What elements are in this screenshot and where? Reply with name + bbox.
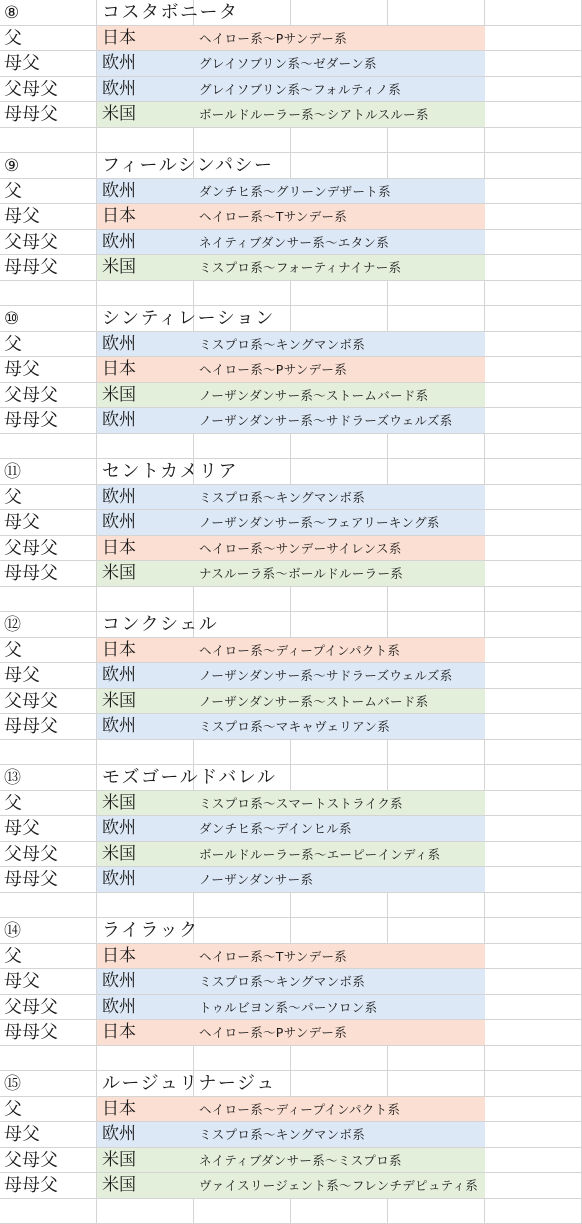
- grid-cell[interactable]: [485, 102, 582, 128]
- grid-cell[interactable]: [485, 128, 582, 154]
- pedigree-role: 父母父: [4, 997, 58, 1018]
- pedigree-role: 母母父: [4, 257, 58, 278]
- pedigree-row: [0, 255, 582, 281]
- entry-number: ⑬: [4, 768, 21, 788]
- sire-line: ノーザンダンサー系〜フェアリーキング系: [199, 515, 440, 531]
- grid-cell[interactable]: [291, 281, 388, 307]
- section-header-row: [0, 153, 582, 179]
- blank-row: [0, 281, 582, 307]
- grid-cell[interactable]: [485, 1046, 582, 1072]
- region-label: 日本: [102, 538, 136, 559]
- grid-cell[interactable]: [485, 1199, 582, 1224]
- grid-cell[interactable]: [0, 740, 97, 766]
- grid-cell[interactable]: [194, 893, 291, 919]
- pedigree-row: [0, 867, 582, 893]
- grid-cell[interactable]: [388, 740, 485, 766]
- pedigree-row: [0, 969, 582, 995]
- pedigree-role: 母父: [4, 665, 40, 686]
- entry-number: ⑧: [4, 3, 19, 23]
- grid-cell[interactable]: [485, 612, 582, 638]
- blank-row: [0, 434, 582, 460]
- pedigree-row: [0, 408, 582, 434]
- sire-line: ヘイロー系〜Tサンデー系: [199, 209, 347, 225]
- section-header-row: [0, 306, 582, 332]
- pedigree-role: 父: [4, 181, 22, 202]
- pedigree-role: 母父: [4, 512, 40, 533]
- region-label: 欧州: [102, 232, 136, 253]
- region-label: 欧州: [102, 410, 136, 431]
- pedigree-role: 父母父: [4, 79, 58, 100]
- grid-cell[interactable]: [485, 1122, 582, 1148]
- region-label: 欧州: [102, 53, 136, 74]
- pedigree-role: 母父: [4, 1124, 40, 1145]
- pedigree-row: [0, 816, 582, 842]
- blank-row: [0, 587, 582, 613]
- grid-cell[interactable]: [291, 893, 388, 919]
- region-label: 欧州: [102, 487, 136, 508]
- grid-cell[interactable]: [194, 1199, 291, 1224]
- grid-cell[interactable]: [388, 1071, 485, 1097]
- pedigree-role: 母母父: [4, 563, 58, 584]
- sire-line: ボールドルーラー系〜シアトルスルー系: [199, 107, 429, 123]
- entry-number: ⑪: [4, 462, 21, 482]
- grid-cell[interactable]: [194, 587, 291, 613]
- pedigree-role: 父: [4, 28, 22, 49]
- region-label: 米国: [102, 104, 136, 125]
- grid-cell[interactable]: [485, 77, 582, 103]
- entry-number: ⑨: [4, 156, 19, 176]
- grid-cell[interactable]: [388, 128, 485, 154]
- grid-cell[interactable]: [388, 459, 485, 485]
- grid-cell[interactable]: [485, 434, 582, 460]
- grid-cell[interactable]: [485, 485, 582, 511]
- pedigree-role: 父: [4, 793, 22, 814]
- grid-cell[interactable]: [388, 434, 485, 460]
- sire-line: ヘイロー系〜ディープインパクト系: [199, 643, 400, 659]
- grid-cell[interactable]: [97, 587, 194, 613]
- grid-cell[interactable]: [194, 740, 291, 766]
- pedigree-role: 父: [4, 946, 22, 967]
- pedigree-row: [0, 1097, 582, 1123]
- horse-name: コスタボニータ: [102, 2, 239, 23]
- sire-line: ミスプロ系〜キングマンボ系: [199, 1127, 365, 1143]
- sire-line: ネイティブダンサー系〜エタン系: [199, 235, 389, 251]
- sire-line: ミスプロ系〜キングマンボ系: [199, 974, 365, 990]
- grid-cell[interactable]: [97, 1199, 194, 1224]
- grid-cell[interactable]: [0, 587, 97, 613]
- entry-number: ⑭: [4, 921, 21, 941]
- region-label: 欧州: [102, 716, 136, 737]
- pedigree-row: [0, 638, 582, 664]
- grid-cell[interactable]: [485, 536, 582, 562]
- grid-cell[interactable]: [0, 1046, 97, 1072]
- grid-cell[interactable]: [485, 1097, 582, 1123]
- grid-cell[interactable]: [0, 1199, 97, 1224]
- pedigree-role: 父母父: [4, 691, 58, 712]
- pedigree-row: [0, 663, 582, 689]
- grid-cell[interactable]: [485, 332, 582, 358]
- pedigree-role: 父: [4, 487, 22, 508]
- grid-cell[interactable]: [97, 893, 194, 919]
- region-label: 欧州: [102, 971, 136, 992]
- sire-line: ヘイロー系〜Pサンデー系: [199, 1025, 347, 1041]
- grid-cell[interactable]: [291, 612, 388, 638]
- sire-line: ヘイロー系〜Pサンデー系: [199, 31, 347, 47]
- grid-cell[interactable]: [97, 281, 194, 307]
- pedigree-row: [0, 510, 582, 536]
- grid-cell[interactable]: [485, 459, 582, 485]
- pedigree-role: 母父: [4, 206, 40, 227]
- blank-row: [0, 740, 582, 766]
- grid-cell[interactable]: [291, 1199, 388, 1224]
- grid-cell[interactable]: [388, 1199, 485, 1224]
- section-header-row: [0, 918, 582, 944]
- grid-cell[interactable]: [0, 434, 97, 460]
- section-header-row: [0, 1071, 582, 1097]
- pedigree-role: 母母父: [4, 1022, 58, 1043]
- grid-cell[interactable]: [485, 663, 582, 689]
- grid-cell[interactable]: [291, 459, 388, 485]
- sire-line: ミスプロ系〜マキャヴェリアン系: [199, 719, 390, 735]
- region-label: 欧州: [102, 334, 136, 355]
- grid-cell[interactable]: [485, 918, 582, 944]
- region-label: 米国: [102, 691, 136, 712]
- entry-number: ⑩: [4, 309, 19, 329]
- sire-line: ヘイロー系〜サンデーサイレンス系: [199, 541, 402, 557]
- pedigree-row: [0, 77, 582, 103]
- grid-cell[interactable]: [291, 1046, 388, 1072]
- blank-row: [0, 128, 582, 154]
- grid-cell[interactable]: [485, 867, 582, 893]
- pedigree-role: 父: [4, 1099, 22, 1120]
- region-label: 米国: [102, 1150, 136, 1171]
- entry-number: ⑮: [4, 1074, 21, 1094]
- pedigree-role: 父: [4, 640, 22, 661]
- region-label: 欧州: [102, 869, 136, 890]
- blank-row: [0, 1199, 582, 1224]
- pedigree-row: [0, 383, 582, 409]
- sire-line: ネイティブダンサー系〜ミスプロ系: [199, 1153, 402, 1169]
- grid-cell[interactable]: [291, 128, 388, 154]
- grid-cell[interactable]: [485, 740, 582, 766]
- region-label: 日本: [102, 28, 136, 49]
- entry-number: ⑫: [4, 615, 21, 635]
- section-header-row: [0, 459, 582, 485]
- pedigree-role: 母母父: [4, 716, 58, 737]
- grid-cell[interactable]: [485, 51, 582, 77]
- grid-cell[interactable]: [485, 1148, 582, 1174]
- grid-cell[interactable]: [485, 281, 582, 307]
- pedigree-row: [0, 1173, 582, 1199]
- horse-name: モズゴールドバレル: [102, 767, 276, 788]
- grid-cell[interactable]: [485, 689, 582, 715]
- grid-cell[interactable]: [291, 587, 388, 613]
- grid-cell[interactable]: [388, 0, 485, 26]
- grid-cell[interactable]: [485, 893, 582, 919]
- sire-line: トゥルビヨン系〜パーソロン系: [199, 1000, 377, 1016]
- grid-cell[interactable]: [485, 510, 582, 536]
- horse-name: シンティレーション: [102, 308, 275, 329]
- grid-cell[interactable]: [291, 0, 388, 26]
- pedigree-role: 母母父: [4, 104, 58, 125]
- sire-line: ミスプロ系〜キングマンボ系: [199, 490, 365, 506]
- pedigree-row: [0, 842, 582, 868]
- sire-line: ヘイロー系〜Tサンデー系: [199, 949, 347, 965]
- region-label: 米国: [102, 257, 136, 278]
- pedigree-role: 母父: [4, 53, 40, 74]
- sire-line: ダンチヒ系〜グリーンデザート系: [199, 184, 391, 200]
- grid-cell[interactable]: [291, 434, 388, 460]
- pedigree-row: [0, 485, 582, 511]
- sire-line: ノーザンダンサー系〜サドラーズウェルズ系: [199, 668, 453, 684]
- grid-cell[interactable]: [485, 638, 582, 664]
- pedigree-role: 母母父: [4, 869, 58, 890]
- pedigree-role: 父: [4, 334, 22, 355]
- grid-cell[interactable]: [291, 153, 388, 179]
- pedigree-row: [0, 230, 582, 256]
- grid-cell[interactable]: [485, 995, 582, 1021]
- pedigree-role: 父母父: [4, 844, 58, 865]
- pedigree-row: [0, 26, 582, 52]
- pedigree-row: [0, 791, 582, 817]
- grid-cell[interactable]: [485, 306, 582, 332]
- grid-cell[interactable]: [485, 204, 582, 230]
- sire-line: グレイソブリン系〜ゼダーン系: [199, 56, 377, 72]
- grid-cell[interactable]: [485, 0, 582, 26]
- sire-line: ダンチヒ系〜デインヒル系: [199, 821, 352, 837]
- grid-cell[interactable]: [485, 1173, 582, 1199]
- region-label: 日本: [102, 206, 136, 227]
- grid-cell[interactable]: [388, 281, 485, 307]
- grid-cell[interactable]: [485, 230, 582, 256]
- region-label: 欧州: [102, 512, 136, 533]
- grid-cell[interactable]: [485, 842, 582, 868]
- grid-cell[interactable]: [0, 893, 97, 919]
- region-label: 欧州: [102, 997, 136, 1018]
- sire-line: ヘイロー系〜Pサンデー系: [199, 362, 347, 378]
- grid-cell[interactable]: [97, 740, 194, 766]
- grid-cell[interactable]: [485, 791, 582, 817]
- pedigree-row: [0, 1148, 582, 1174]
- grid-cell[interactable]: [194, 434, 291, 460]
- horse-name: ライラック: [102, 920, 199, 941]
- section-header-row: [0, 612, 582, 638]
- sire-line: グレイソブリン系〜フォルティノ系: [199, 82, 401, 98]
- grid-cell[interactable]: [485, 1020, 582, 1046]
- pedigree-role: 母父: [4, 971, 40, 992]
- region-label: 米国: [102, 844, 136, 865]
- grid-cell[interactable]: [0, 128, 97, 154]
- grid-cell[interactable]: [485, 714, 582, 740]
- horse-name: ルージュリナージュ: [102, 1073, 276, 1094]
- region-label: 日本: [102, 1022, 136, 1043]
- sire-line: ノーザンダンサー系: [199, 872, 313, 888]
- grid-cell[interactable]: [194, 1046, 291, 1072]
- grid-cell[interactable]: [485, 944, 582, 970]
- sire-line: ミスプロ系〜キングマンボ系: [199, 337, 365, 353]
- section-header-row: [0, 0, 582, 26]
- pedigree-row: [0, 944, 582, 970]
- region-label: 欧州: [102, 1124, 136, 1145]
- horse-name: コンクシェル: [102, 614, 218, 635]
- sire-line: ヘイロー系〜ディープインパクト系: [199, 1102, 400, 1118]
- region-label: 欧州: [102, 665, 136, 686]
- grid-cell[interactable]: [97, 434, 194, 460]
- section-header-row: [0, 765, 582, 791]
- grid-cell[interactable]: [485, 153, 582, 179]
- grid-cell[interactable]: [485, 255, 582, 281]
- grid-cell[interactable]: [194, 281, 291, 307]
- horse-name: セントカメリア: [102, 461, 238, 482]
- grid-cell[interactable]: [388, 587, 485, 613]
- grid-cell[interactable]: [97, 128, 194, 154]
- grid-cell[interactable]: [485, 561, 582, 587]
- grid-cell[interactable]: [388, 612, 485, 638]
- region-label: 欧州: [102, 79, 136, 100]
- grid-cell[interactable]: [485, 969, 582, 995]
- grid-cell[interactable]: [388, 306, 485, 332]
- horse-name: フィールシンパシー: [102, 155, 274, 176]
- pedigree-role: 母父: [4, 359, 40, 380]
- grid-cell[interactable]: [485, 383, 582, 409]
- pedigree-role: 父母父: [4, 1150, 58, 1171]
- grid-cell[interactable]: [291, 306, 388, 332]
- region-label: 米国: [102, 1175, 136, 1196]
- pedigree-role: 父母父: [4, 232, 58, 253]
- grid-cell[interactable]: [388, 153, 485, 179]
- grid-cell[interactable]: [485, 587, 582, 613]
- region-label: 日本: [102, 640, 136, 661]
- grid-cell[interactable]: [97, 1046, 194, 1072]
- pedigree-role: 母父: [4, 818, 40, 839]
- pedigree-row: [0, 561, 582, 587]
- region-label: 日本: [102, 946, 136, 967]
- grid-cell[interactable]: [291, 765, 388, 791]
- pedigree-role: 母母父: [4, 410, 58, 431]
- pedigree-row: [0, 536, 582, 562]
- pedigree-row: [0, 995, 582, 1021]
- pedigree-row: [0, 1020, 582, 1046]
- grid-cell[interactable]: [485, 357, 582, 383]
- region-label: 日本: [102, 1099, 136, 1120]
- blank-row: [0, 893, 582, 919]
- sire-line: ミスプロ系〜フォーティナイナー系: [199, 260, 401, 276]
- pedigree-row: [0, 714, 582, 740]
- region-label: 米国: [102, 385, 136, 406]
- pedigree-row: [0, 332, 582, 358]
- grid-cell[interactable]: [194, 918, 291, 944]
- grid-cell[interactable]: [388, 765, 485, 791]
- pedigree-role: 父母父: [4, 385, 58, 406]
- grid-cell[interactable]: [485, 26, 582, 52]
- region-label: 米国: [102, 563, 136, 584]
- sire-line: ヴァイスリージェント系〜フレンチデピュティ系: [199, 1178, 478, 1194]
- pedigree-role: 母母父: [4, 1175, 58, 1196]
- pedigree-row: [0, 204, 582, 230]
- region-label: 欧州: [102, 181, 136, 202]
- sire-line: ノーザンダンサー系〜ストームバード系: [199, 694, 428, 710]
- region-label: 欧州: [102, 818, 136, 839]
- pedigree-row: [0, 357, 582, 383]
- grid-cell[interactable]: [291, 1071, 388, 1097]
- sire-line: ノーザンダンサー系〜サドラーズウェルズ系: [199, 413, 453, 429]
- pedigree-row: [0, 689, 582, 715]
- grid-cell[interactable]: [0, 281, 97, 307]
- sire-line: ボールドルーラー系〜エーピーインディ系: [199, 847, 440, 863]
- pedigree-row: [0, 1122, 582, 1148]
- sire-line: ノーザンダンサー系〜ストームバード系: [199, 388, 428, 404]
- blank-row: [0, 1046, 582, 1072]
- pedigree-role: 父母父: [4, 538, 58, 559]
- grid-cell[interactable]: [194, 128, 291, 154]
- grid-cell[interactable]: [291, 918, 388, 944]
- grid-cell[interactable]: [485, 179, 582, 205]
- pedigree-row: [0, 51, 582, 77]
- sire-line: ミスプロ系〜スマートストライク系: [199, 796, 403, 812]
- grid-cell[interactable]: [388, 918, 485, 944]
- grid-cell[interactable]: [485, 765, 582, 791]
- pedigree-row: [0, 102, 582, 128]
- grid-cell[interactable]: [388, 893, 485, 919]
- pedigree-row: [0, 179, 582, 205]
- region-label: 米国: [102, 793, 136, 814]
- grid-cell[interactable]: [291, 740, 388, 766]
- grid-cell[interactable]: [485, 408, 582, 434]
- grid-cell[interactable]: [485, 1071, 582, 1097]
- region-label: 日本: [102, 359, 136, 380]
- grid-cell[interactable]: [485, 816, 582, 842]
- grid-cell[interactable]: [388, 1046, 485, 1072]
- sire-line: ナスルーラ系〜ボールドルーラー系: [199, 566, 403, 582]
